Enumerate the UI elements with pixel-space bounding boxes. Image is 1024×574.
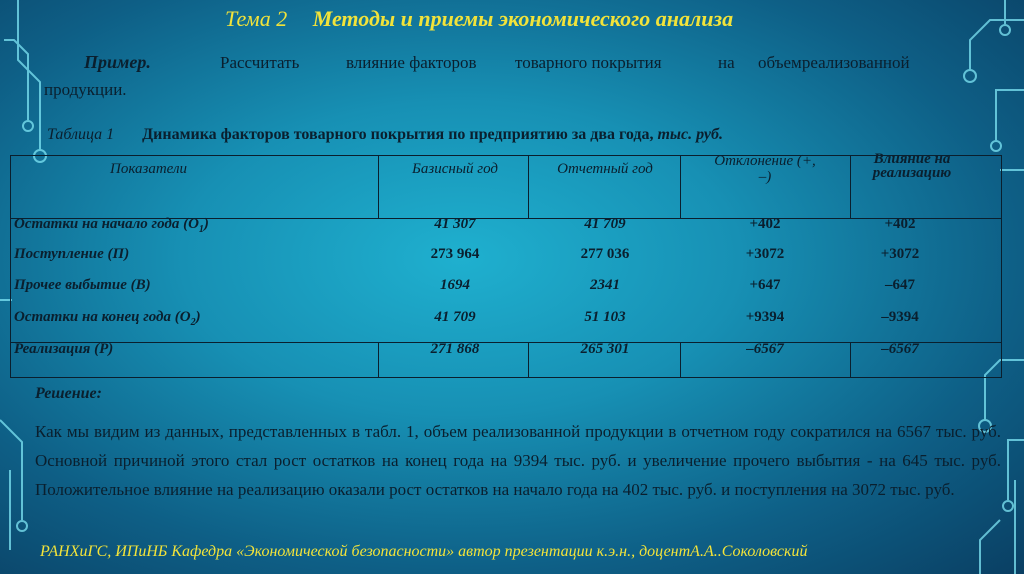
col-header-base-year: Базисный год bbox=[412, 161, 498, 177]
footer-credits: РАНХиГС, ИПиНБ Кафедра «Экономической безопасности» автор презентации к.э.н., доцентА.А..Соколовский bbox=[40, 543, 808, 560]
table-cell-deviation: +647 bbox=[749, 277, 781, 293]
table-cell-base: 273 964 bbox=[430, 246, 480, 262]
example-lead: Пример. bbox=[84, 52, 151, 72]
table-cell-impact: +3072 bbox=[880, 246, 920, 262]
table-cell-base: 41 307 bbox=[434, 216, 476, 232]
table-row-name: Остатки на начало года $(О_1)$ bbox=[14, 216, 209, 235]
table-cell-impact: –647 bbox=[885, 277, 915, 293]
table-caption-label: Таблица 1 bbox=[47, 126, 115, 143]
table-cell-report: 2341 bbox=[590, 277, 620, 293]
table-caption-text: Динамика факторов товарного покрытия по предприятию за два года, bbox=[142, 126, 654, 143]
example-word: товарного покрытия bbox=[515, 53, 662, 72]
col-header-report-year: Отчетный год bbox=[557, 161, 653, 177]
example-word: объемреализованной bbox=[758, 53, 910, 72]
table-cell-report: 41 709 bbox=[584, 216, 626, 232]
col-header-deviation: Отклонение (+, –) bbox=[714, 153, 816, 185]
table-caption-unit: тыс. руб. bbox=[657, 126, 724, 143]
example-word: влияние факторов bbox=[346, 53, 477, 72]
table-cell-impact: +402 bbox=[884, 216, 916, 232]
table-cell-report: 277 036 bbox=[580, 246, 630, 262]
table-cell-report: 51 103 bbox=[584, 309, 626, 325]
example-word: Рассчитать bbox=[220, 53, 300, 72]
topic-title: Методы и приемы экономического анализа bbox=[312, 6, 734, 31]
table-cell-deviation: +402 bbox=[749, 216, 781, 232]
table-cell-base: 1694 bbox=[440, 277, 470, 293]
solution-heading: Решение: bbox=[35, 385, 102, 402]
table-row-name: Поступление (П) bbox=[14, 246, 130, 262]
slide-title bbox=[225, 6, 733, 32]
table-cell-impact: –6567 bbox=[881, 341, 919, 357]
table-row-name: Остатки на конец года $(О_2)$ bbox=[14, 309, 201, 328]
example-word: на bbox=[718, 53, 735, 72]
col-header-indicator: Показатели bbox=[110, 161, 187, 177]
topic-label: Тема 2 bbox=[225, 6, 288, 31]
table-cell-report: 265 301 bbox=[580, 341, 630, 357]
table-row-name: Прочее выбытие (В) bbox=[14, 277, 151, 293]
table-cell-deviation: +9394 bbox=[745, 309, 785, 325]
table-cell-base: 41 709 bbox=[434, 309, 476, 325]
col-header-impact: Влияние на реализацию bbox=[872, 151, 952, 181]
table-cell-deviation: –6567 bbox=[746, 341, 784, 357]
solution-text: Как мы видим из данных, представленных в табл. 1, объем реализованной продукции в отчетном году сократился на 6567 тыс. руб. Основной причиной этого стал рост остатков на конец года на 9394 тыс. руб. и увеличение прочего выбытия - на 645 тыс. руб. Положительное влияние на реализацию оказали рост остатков на начало года на 402 тыс. руб. и поступления на 3072 тыс. руб. bbox=[35, 422, 1001, 499]
table-row-name: Реализация (Р) bbox=[14, 341, 114, 357]
table-cell-impact: –9394 bbox=[881, 309, 919, 325]
table-caption bbox=[47, 126, 723, 144]
table-cell-base: 271 868 bbox=[430, 341, 480, 357]
example-line2: продукции. bbox=[44, 80, 127, 99]
table-cell-deviation: +3072 bbox=[745, 246, 785, 262]
